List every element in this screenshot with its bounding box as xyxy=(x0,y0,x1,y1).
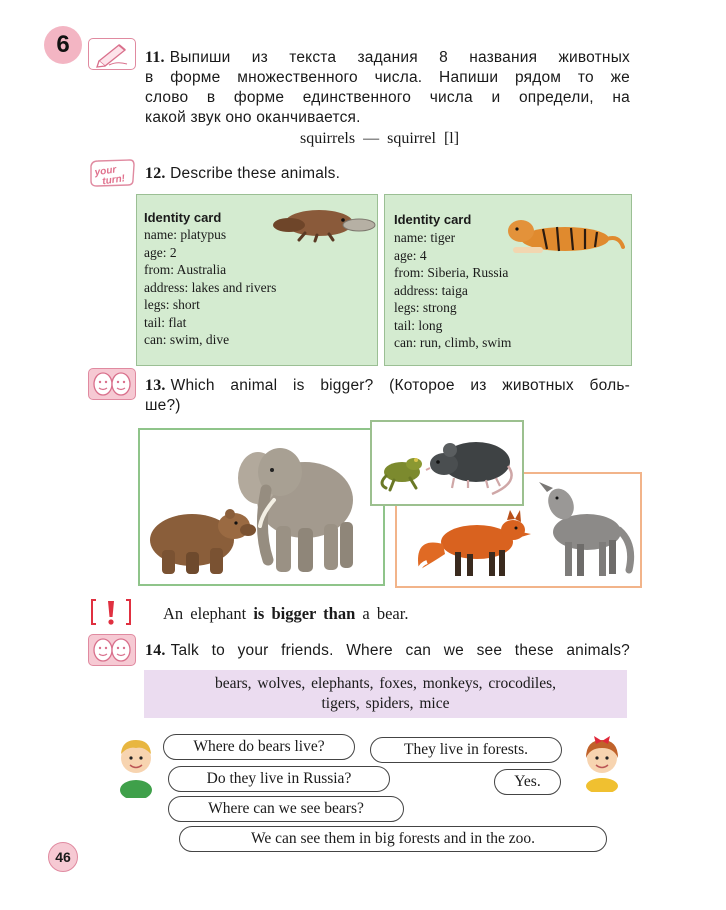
task13-number: 13. xyxy=(145,377,166,394)
card1-line-tail: tail: flat xyxy=(144,314,187,330)
your-turn-icon xyxy=(88,158,136,188)
bubble-q1: Where do bears live? xyxy=(163,734,355,760)
bear-elephant-illustration xyxy=(140,430,383,584)
card2-line-tail: tail: long xyxy=(394,317,443,333)
card2-line-legs: legs: strong xyxy=(394,300,457,315)
card2-line-from: from: Siberia, Russia xyxy=(394,265,509,280)
frog-rat-frame xyxy=(370,420,524,506)
rule-after: a bear. xyxy=(355,604,409,623)
card2-line-age: age: 4 xyxy=(394,247,427,263)
card2-line-can: can: run, climb, swim xyxy=(394,335,512,350)
card1-line-can: can: swim, dive xyxy=(144,332,230,347)
frog-rat-illustration xyxy=(372,422,522,504)
boy-avatar xyxy=(114,734,158,798)
svg-text:your: your xyxy=(94,164,118,179)
card2-title: Identity card xyxy=(394,212,472,227)
task11-number: 11. xyxy=(145,49,165,66)
bear-elephant-frame xyxy=(138,428,385,586)
rule-before: An elephant xyxy=(163,604,254,623)
task14-text xyxy=(145,641,630,661)
identity-card-platypus xyxy=(136,194,378,366)
pair-work-icon xyxy=(88,368,136,400)
task12-text xyxy=(145,164,340,184)
bubble-q2: Do they live in Russia? xyxy=(168,766,390,792)
rule-icon xyxy=(88,596,134,628)
task11-line-4: какой звук оно оканчивается. xyxy=(145,109,361,126)
task14-instruction: Talk to your friends. Where can we see these animals? xyxy=(170,642,630,659)
task11-example: squirrels — squirrel [l] xyxy=(300,130,460,147)
task12-number: 12. xyxy=(145,165,166,182)
page-number: 46 xyxy=(48,842,78,872)
tiger-illustration xyxy=(503,207,625,257)
task14-number: 14. xyxy=(145,642,166,659)
bubble-a1: They live in forests. xyxy=(370,737,562,763)
card1-title: Identity card xyxy=(144,210,222,225)
card1-line-legs: legs: short xyxy=(144,297,200,312)
rule-sentence xyxy=(163,604,408,624)
pair-work-icon-2 xyxy=(88,634,136,666)
svg-text:turn!: turn! xyxy=(101,173,126,188)
task12-instruction: Describe these animals. xyxy=(170,165,341,182)
card2-line-name: name: tiger xyxy=(394,230,456,245)
platypus-illustration xyxy=(267,199,377,243)
task13-line-1: Which animal is bigger? (Которое из животных боль- xyxy=(170,377,630,394)
pencil-icon xyxy=(88,38,136,70)
card1-line-address: address: lakes and rivers xyxy=(144,279,277,295)
girl-avatar xyxy=(578,728,626,792)
card1-line-from: from: Australia xyxy=(144,262,227,277)
card2-line-address: address: taiga xyxy=(394,282,468,298)
unit-badge: 6 xyxy=(44,26,82,64)
task11-line-1: Выпиши из текста задания 8 названия животных xyxy=(169,49,630,66)
task11-line-2: в форме множественного числа. Напиши рядом то же xyxy=(145,69,630,86)
bubble-a2: Yes. xyxy=(494,769,561,795)
word-list-line-2: tigers, spiders, mice xyxy=(321,695,450,712)
word-list-box xyxy=(144,670,627,718)
task11-text xyxy=(145,48,630,128)
card1-line-age: age: 2 xyxy=(144,244,177,260)
task11-line-3: слово в форме единственного числа и определи, на xyxy=(145,89,630,106)
rule-bold: is bigger than xyxy=(253,604,356,623)
word-list-line-1: bears, wolves, elephants, foxes, monkeys, crocodiles, xyxy=(214,675,556,692)
card1-line-name: name: platypus xyxy=(144,227,227,242)
bubble-q3: Where can we see bears? xyxy=(168,796,404,822)
task13-line-2: ше?) xyxy=(145,397,181,414)
bubble-a3: We can see them in big forests and in the zoo. xyxy=(179,826,607,852)
identity-card-tiger xyxy=(384,194,632,366)
task13-text xyxy=(145,376,630,416)
